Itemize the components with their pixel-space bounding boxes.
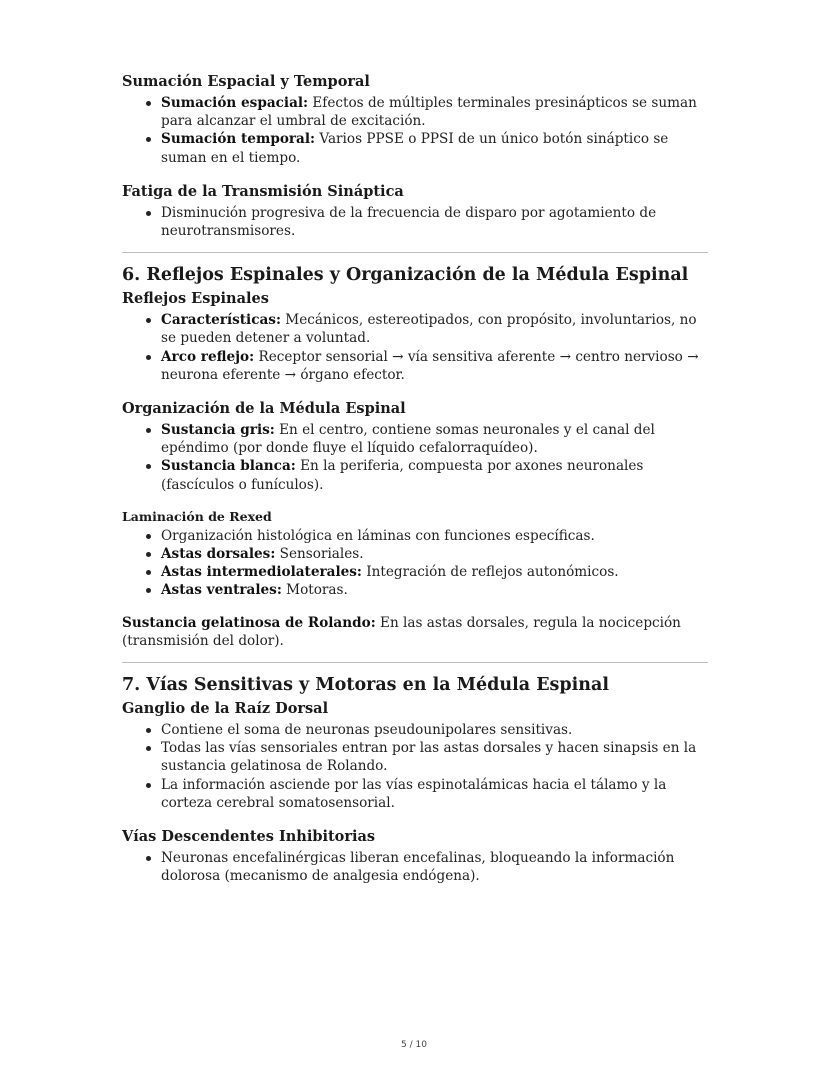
list-ganglio [122, 721, 708, 812]
heading-ganglio: Ganglio de la Raíz Dorsal [122, 700, 329, 718]
item-text: Sensoriales. [275, 546, 364, 563]
heading-section-7: 7. Vías Sensitivas y Motoras en la Médula Espinal [122, 675, 609, 696]
item-text: Contiene el soma de neuronas pseudounipolares sensitivas. [161, 722, 573, 739]
item-label: Astas intermediolaterales: [161, 564, 362, 581]
list-item [122, 421, 708, 457]
list-item [122, 739, 708, 775]
list-item [122, 457, 708, 493]
heading-reflejos: Reflejos Espinales [122, 290, 269, 308]
document-page [122, 68, 708, 885]
heading-laminacion: Laminación de Rexed [122, 508, 272, 524]
item-text: Organización histológica en láminas con funciones específicas. [161, 527, 595, 544]
item-text: Todas las vías sensoriales entran por las astas dorsales y hacen sinapsis en la sustancia gelatinosa de Rolando. [161, 740, 697, 775]
item-label: Arco reflejo: [161, 348, 255, 365]
heading-descendentes: Vías Descendentes Inhibitorias [122, 828, 376, 846]
list-reflejos [122, 311, 708, 384]
section-divider [122, 252, 708, 253]
item-text: Motoras. [281, 582, 348, 599]
item-text: Neuronas encefalinérgicas liberan encefalinas, bloqueando la información dolorosa (mecanismo de analgesia endógena). [161, 850, 675, 885]
list-item [122, 721, 708, 739]
list-item [122, 311, 708, 347]
list-item [122, 563, 708, 581]
paragraph-label: Sustancia gelatinosa de Rolando: [122, 614, 376, 631]
heading-sumacion: Sumación Espacial y Temporal [122, 73, 370, 90]
paragraph-gelatinosa [122, 614, 708, 650]
list-item [122, 204, 708, 240]
item-text: Integración de reflejos autonómicos. [361, 564, 619, 581]
list-item [122, 348, 708, 384]
item-label: Astas ventrales: [161, 582, 282, 599]
item-label: Características: [161, 312, 281, 329]
paragraph-text: En las astas dorsales, regula la nocicepción (transmisión del dolor). [122, 614, 681, 649]
item-text: Mecánicos, estereotipados, con propósito, involuntarios, no se pueden detener a voluntad. [161, 312, 697, 347]
list-fatiga [122, 204, 708, 240]
item-text: La información asciende por las vías espinotalámicas hacia el tálamo y la corteza cerebral somatosensorial. [161, 776, 667, 811]
list-sumacion [122, 94, 708, 167]
item-text: Varios PPSE o PPSI de un único botón sináptico se suman en el tiempo. [161, 131, 669, 166]
item-label: Sumación temporal: [161, 131, 316, 148]
list-item [122, 527, 708, 545]
list-item [122, 776, 708, 812]
item-text: En el centro, contiene somas neuronales y el canal del epéndimo (por donde fluye el líquido cefalorraquídeo). [161, 422, 655, 457]
list-laminacion [122, 527, 708, 600]
list-item [122, 545, 708, 563]
heading-fatiga: Fatiga de la Transmisión Sináptica [122, 182, 404, 200]
heading-organizacion: Organización de la Médula Espinal [122, 400, 406, 418]
item-text: Disminución progresiva de la frecuencia de disparo por agotamiento de neurotransmisores. [161, 204, 657, 240]
section-divider [122, 662, 708, 663]
list-organizacion [122, 421, 708, 494]
list-item [122, 130, 708, 166]
item-label: Sustancia gris: [161, 422, 275, 439]
list-descendentes [122, 849, 708, 885]
list-item [122, 94, 708, 130]
heading-section-6: 6. Reflejos Espinales y Organización de la Médula Espinal [122, 265, 689, 286]
item-text: Receptor sensorial → vía sensitiva aferente → centro nervioso → neurona eferente → órgano efector. [161, 348, 699, 383]
list-item [122, 581, 708, 599]
list-item [122, 849, 708, 885]
item-label: Astas dorsales: [161, 546, 276, 563]
item-text: En la periferia, compuesta por axones neuronales (fascículos o funículos). [161, 458, 644, 493]
item-label: Sumación espacial: [161, 95, 309, 111]
page-number: 5 / 10 [401, 1040, 427, 1050]
item-label: Sustancia blanca: [161, 458, 296, 475]
item-text: Efectos de múltiples terminales presinápticos se suman para alcanzar el umbral de excitación. [161, 95, 697, 130]
